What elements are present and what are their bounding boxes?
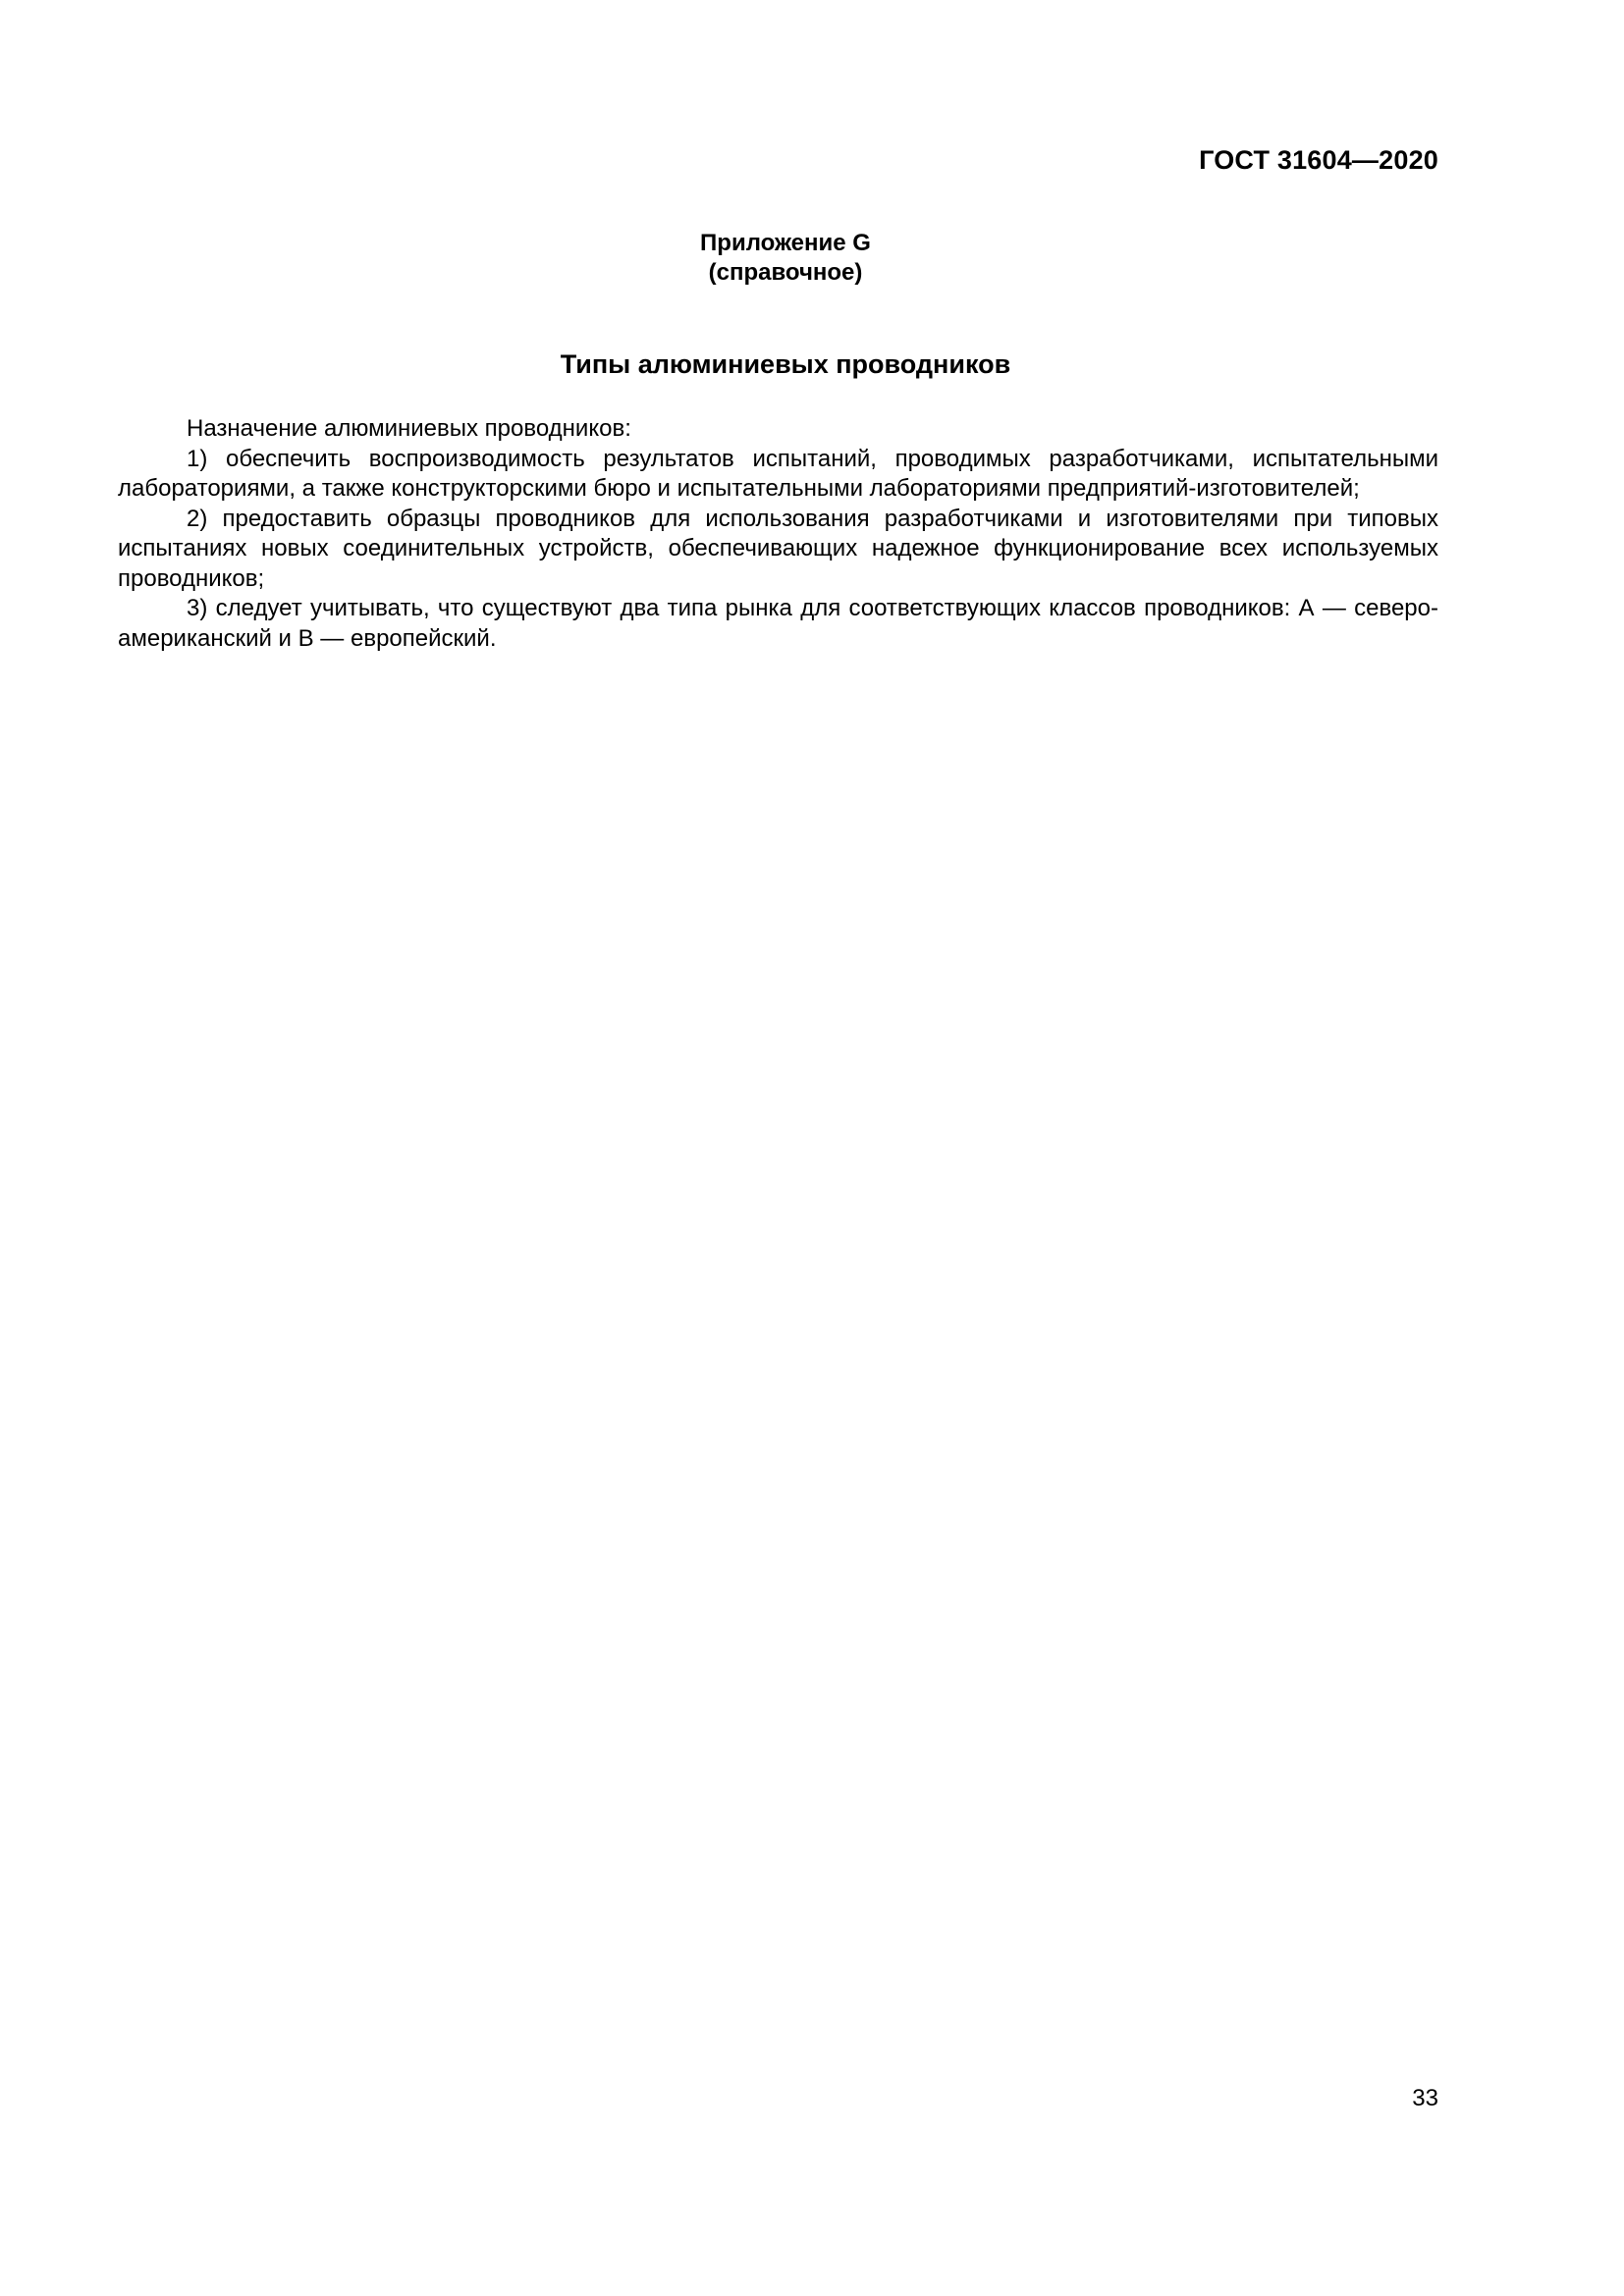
appendix-heading bbox=[0, 229, 1571, 288]
intro-paragraph: Назначение алюминиевых проводников: bbox=[187, 415, 631, 442]
appendix-status: (справочное) bbox=[708, 259, 863, 286]
list-item: 3) следует учитывать, что существуют два типа рынка для соответствующих классов проводников: А — северо-американский и В — европейский. bbox=[118, 595, 1438, 652]
list-item: 1) обеспечить воспроизводимость результатов испытаний, проводимых разработчиками, испытательными лабораториями, а также конструкторскими бюро и испытательными лабораториями предприятий-изготовителей; bbox=[118, 445, 1438, 502]
page-number: 33 bbox=[1412, 2085, 1438, 2111]
section-title: Типы алюминиевых проводников bbox=[560, 349, 1011, 379]
appendix-title: Приложение G bbox=[700, 230, 871, 256]
body-text bbox=[118, 414, 1438, 654]
standard-number: ГОСТ 31604—2020 bbox=[1199, 145, 1438, 175]
list-item: 2) предоставить образцы проводников для использования разработчиками и изготовителями при типовых испытаниях новых соединительных устройств, обеспечивающих надежное функционирование всех используемых проводников; bbox=[118, 505, 1438, 592]
